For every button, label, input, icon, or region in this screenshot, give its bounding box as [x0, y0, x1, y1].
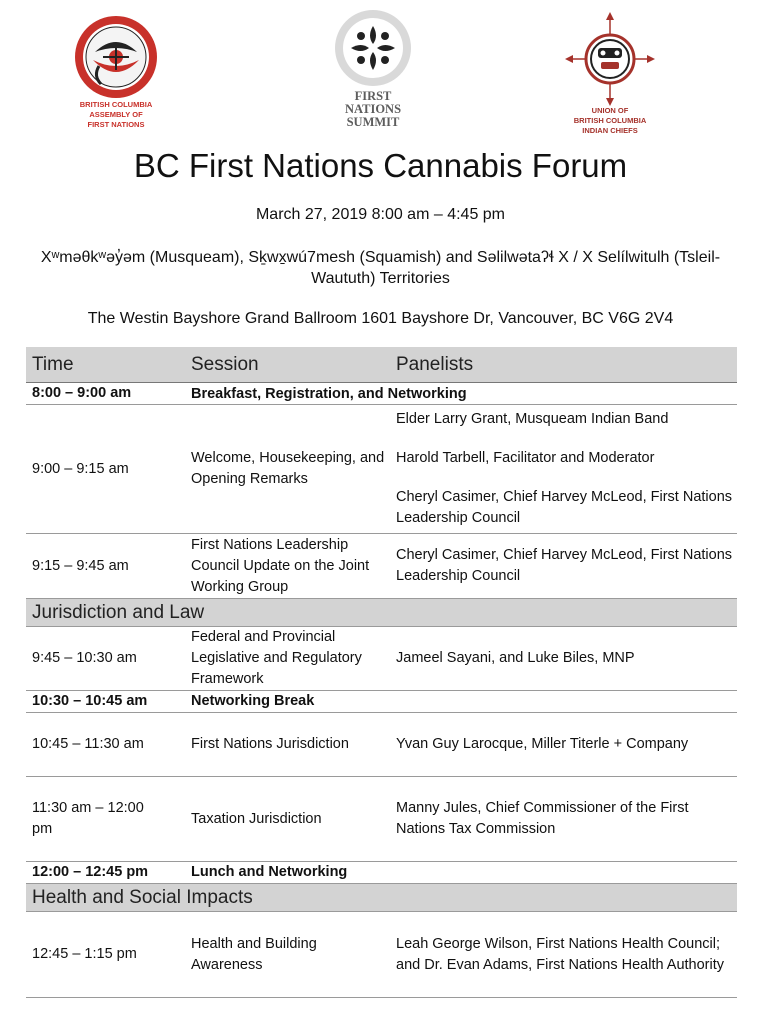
section-row-health	[26, 884, 737, 912]
bcafn-circle-logo-icon	[73, 14, 159, 100]
row-panelists	[390, 798, 737, 840]
row-session: Lunch and Networking	[191, 864, 348, 880]
row-panelists	[390, 934, 737, 976]
row-time: 8:00 – 9:00 am	[32, 385, 132, 401]
first-nations-summit-logo-icon	[331, 8, 415, 88]
table-row	[26, 627, 737, 691]
row-time: 9:45 – 10:30 am	[32, 650, 137, 666]
ubcic-compass-logo-icon	[565, 12, 655, 106]
panelist: Yvan Guy Larocque, Miller Titerle + Company	[396, 736, 689, 752]
ubcic-logo-text: UNION OF BRITISH COLUMBIA INDIAN CHIEFS	[573, 106, 647, 135]
table-header-row	[26, 347, 737, 383]
territory-acknowledgement: Xʷməθkʷəy̓əm (Musqueam), Sḵwx̱wú7mesh (Squamish) and Səlilwətaʔɬ X / X Selílwitulh (Tsleil-Waututh) Territories	[40, 249, 721, 287]
row-session: Health and Building Awareness	[191, 935, 317, 973]
row-session: First Nations Leadership Council Update on the Joint Working Group	[191, 536, 370, 595]
column-header-panelists: Panelists	[396, 354, 474, 375]
row-panelists	[390, 734, 737, 755]
panelist: Manny Jules, Chief Commissioner of the First Nations Tax Commission	[396, 800, 689, 837]
ubcic-logo	[560, 12, 660, 136]
column-header-session: Session	[191, 354, 259, 375]
section-title: Health and Social Impacts	[32, 886, 253, 908]
row-time: 10:30 – 10:45 am	[32, 693, 148, 709]
panelist: Leah George Wilson, First Nations Health Council; and Dr. Evan Adams, First Nations Health Authority	[396, 935, 725, 973]
fns-logo-text: FIRST NATIONS SUMMIT	[344, 89, 402, 129]
row-panelists	[390, 405, 737, 533]
panelist: Cheryl Casimer, Chief Harvey McLeod, First Nations Leadership Council	[396, 547, 733, 584]
row-panelists	[390, 648, 737, 669]
row-time: 10:45 – 11:30 am	[32, 736, 144, 752]
table-row	[26, 383, 737, 405]
row-session: Networking Break	[191, 693, 315, 709]
panelist: Elder Larry Grant, Musqueam Indian Band	[396, 411, 669, 427]
table-row	[26, 405, 737, 534]
column-header-time: Time	[32, 354, 74, 375]
event-date: March 27, 2019 8:00 am – 4:45 pm	[255, 206, 506, 223]
section-title: Jurisdiction and Law	[32, 601, 205, 623]
row-time: 12:00 – 12:45 pm	[32, 864, 149, 880]
page-title: BC First Nations Cannabis Forum	[133, 147, 628, 184]
table-row	[26, 777, 737, 862]
table-row	[26, 862, 737, 884]
row-time: 9:00 – 9:15 am	[32, 460, 129, 477]
table-row	[26, 713, 737, 777]
row-session: Breakfast, Registration, and Networking	[191, 385, 467, 402]
first-nations-summit-logo	[326, 8, 420, 129]
table-row	[26, 534, 737, 599]
row-time: 11:30 am – 12:00 pm	[32, 800, 144, 837]
panelist: Harold Tarbell, Facilitator and Moderator	[396, 450, 655, 466]
table-row	[26, 912, 737, 998]
row-time: 12:45 – 1:15 pm	[32, 946, 137, 962]
row-session: First Nations Jurisdiction	[191, 736, 349, 752]
row-session: Taxation Jurisdiction	[191, 810, 322, 827]
panelist: Jameel Sayani, and Luke Biles, MNP	[396, 650, 635, 666]
row-time: 9:15 – 9:45 am	[32, 557, 129, 574]
table-row	[26, 691, 737, 713]
venue-address: The Westin Bayshore Grand Ballroom 1601 Bayshore Dr, Vancouver, BC V6G 2V4	[87, 310, 674, 327]
bcafn-logo-text: BRITISH COLUMBIA ASSEMBLY OF FIRST NATIONS	[79, 100, 153, 129]
row-session: Federal and Provincial Legislative and Regulatory Framework	[191, 629, 362, 687]
schedule-table	[26, 347, 737, 998]
row-panelists	[390, 545, 737, 587]
row-session: Welcome, Housekeeping, and Opening Remarks	[191, 450, 385, 487]
bcafn-logo	[66, 14, 166, 130]
panelist: Cheryl Casimer, Chief Harvey McLeod, First Nations Leadership Council	[396, 489, 733, 526]
section-row-jurisdiction	[26, 599, 737, 627]
